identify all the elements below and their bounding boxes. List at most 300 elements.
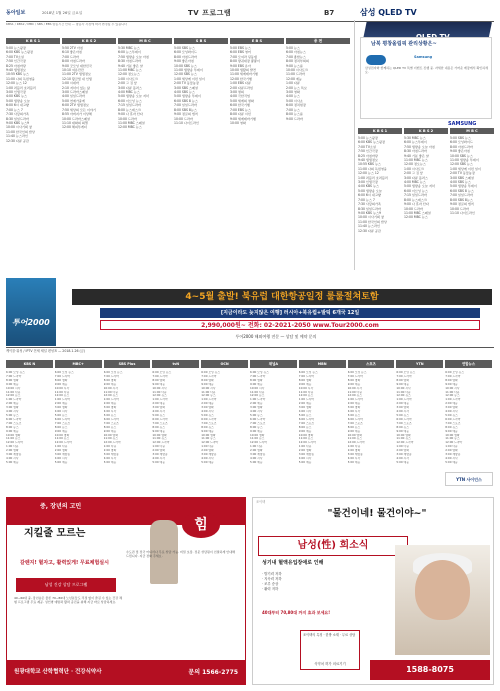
program-item: 8:00 아침드라마 xyxy=(174,54,197,59)
program-item: 7:00 스포츠 xyxy=(54,421,71,425)
program-item: 6:00 드라마 xyxy=(201,417,217,421)
program-item: 1:00 다큐 xyxy=(6,445,19,449)
program-item: 11:00 MBC 스페셜 xyxy=(404,210,431,215)
program-item: 2:00 예능 xyxy=(347,402,361,406)
program-item: 5:00 SBS 뉴스 xyxy=(450,136,471,140)
program-item: 11:00 뉴스 xyxy=(445,437,460,441)
program-item: 11:40 뉴스라인 xyxy=(6,134,28,139)
program-item: 4:00 MBC 뉴스 xyxy=(118,90,140,95)
program-item: 10:00 시사 xyxy=(54,386,70,390)
program-item: 8:00 뉴스 xyxy=(6,425,19,429)
sponsor-logo xyxy=(366,55,386,65)
program-item: 11:00 뉴스 xyxy=(54,437,70,441)
program-item: 6:00 모닝 뉴스 xyxy=(445,371,465,374)
program-list-extra-3 xyxy=(450,136,494,270)
program-list-jong xyxy=(286,46,350,272)
program-list-kbs2 xyxy=(62,46,116,272)
program-item: 8:30 아침드라마 xyxy=(118,59,141,64)
program-item: 1:00 다큐 xyxy=(286,81,300,86)
program-item: 5:00 뉴스 xyxy=(286,46,300,50)
program-item: 9:00 KBS 뉴스9 xyxy=(6,120,29,125)
program-item: 8:00 영화 xyxy=(445,378,458,382)
list-item: · 발기력 저하 xyxy=(262,572,282,576)
program-item: 8:00 SBS 8뉴스 xyxy=(450,197,473,202)
newspaper-name: 동아일보 xyxy=(6,10,26,16)
program-item: 10:00 시사 xyxy=(347,386,362,390)
program-item: 7:00 스포츠 xyxy=(201,421,217,425)
program-item: 3:00 영화 xyxy=(103,406,117,410)
program-item: 6:00 EBS 영어 xyxy=(230,50,251,55)
program-item: 7:00 스포츠 xyxy=(152,421,168,425)
program-item: 12:00 MBC 뉴스 xyxy=(118,125,142,130)
program-item: 7:00 스포츠 xyxy=(396,421,412,425)
program-item: 8:00 뉴스 xyxy=(250,425,263,429)
program-item: 7:00 TV소설 xyxy=(358,144,376,149)
program-item: 12:30 다큐 공감 xyxy=(6,138,29,143)
program-item: 2:00 뉴스 특보 xyxy=(286,85,307,90)
program-item: 11:00 다큐 xyxy=(201,390,216,394)
header-brand: 삼성 QLED TV xyxy=(360,8,417,17)
program-item: 6:00 드라마 xyxy=(347,417,363,421)
samsung-logo: SAMSUNG xyxy=(448,121,477,127)
program-item: 12:00 예능 xyxy=(286,76,302,81)
program-item: 2:00 TV 동물농장 xyxy=(174,81,199,86)
program-item: 10:00 드라마 xyxy=(174,116,193,121)
program-item: 2:00 영화 xyxy=(347,449,361,453)
program-item: 5:00 뉴스 xyxy=(396,413,409,417)
program-item: 4:00 SBS 뉴스 xyxy=(450,180,471,185)
program-item: 5:00 생방송 오늘 xyxy=(6,98,30,103)
advertiser-name: 조이텍 xyxy=(256,500,266,504)
program-item: 5:00 뉴스 xyxy=(250,413,263,417)
program-item: 9:00 예능 xyxy=(103,429,117,433)
program-item: 3:00 영화 xyxy=(6,406,19,410)
program-item: 2:00 예능 xyxy=(152,402,165,406)
program-item: 2:00 영화 xyxy=(103,449,117,453)
program-item: 5:00 예능 xyxy=(152,460,165,464)
program-item: 4:00 시사 xyxy=(445,456,458,460)
program-item: 4:00 시사 xyxy=(6,456,19,460)
program-item: 12:00 드라마 xyxy=(6,441,24,445)
schedule-note: KBS1 / KBS2 / MBC / SBS / EBS 방송시간 안내 — 방송사 사정에 따라 변경될 수 있습니다 xyxy=(6,23,127,26)
program-item: 2:00 예능 xyxy=(54,402,68,406)
program-item: 9:00 좋은아침 xyxy=(450,149,470,154)
program-item: 2:00 영화 xyxy=(250,449,263,453)
program-item: 10:00 SBS 뉴스 xyxy=(450,153,473,158)
program-item: 5:30 MBC 뉴스 xyxy=(118,46,140,50)
program-item: 8:00 아침드라마 xyxy=(62,59,85,64)
program-item: 12:00 뉴스 xyxy=(6,394,21,398)
cable-program-list xyxy=(396,371,443,491)
program-item: 8:25 아침마당 xyxy=(6,63,26,68)
program-item: 3:00 영화 xyxy=(286,90,300,95)
program-item: 1:00 드라마 xyxy=(445,398,461,402)
cable-section-title: 케이블·위성 / IPTV 전체 채널 편성표 — 2018.1.26 (금) xyxy=(6,349,86,353)
program-item: 7:00 드라마 xyxy=(152,374,168,378)
program-item: 9:00 예능 xyxy=(152,382,165,386)
program-item: 10:00 시사 xyxy=(201,386,216,390)
program-item: 6:00 한국기행 xyxy=(230,103,250,108)
program-item: 9:00 정글의 법칙 xyxy=(174,112,198,117)
program-item: 10:00 영화 xyxy=(230,120,246,125)
program-item: 9:40 생생정보 xyxy=(358,158,378,163)
program-item: 5:00 예능 xyxy=(298,460,312,464)
program-item: 1:00 러블리 호러블리 xyxy=(6,85,36,90)
program-item: 1:00 드라마 xyxy=(298,398,315,402)
program-item: 11:00 MBC 스페셜 xyxy=(118,120,145,125)
program-item: 9:00 예능 xyxy=(201,382,214,386)
program-item: 8:00 뉴스 xyxy=(152,425,165,429)
program-item: 8:00 다큐 시선 xyxy=(230,112,251,117)
program-item: 6:00 6시 내고향 xyxy=(6,103,29,108)
program-item: 11:00 뉴스 xyxy=(347,437,362,441)
program-item: 3:00 재방송 xyxy=(152,453,168,457)
program-item: 6:00 모닝 뉴스 xyxy=(250,371,269,374)
program-item: 1:00 세상에 이런 일이 xyxy=(450,166,481,171)
program-item: 12:00 뉴스 12 xyxy=(358,171,379,176)
program-item: 12:00 드라마 xyxy=(103,441,121,445)
program-item: 7:00 모여라 딩동댕 xyxy=(230,54,257,59)
program-item: 4:00 뉴스 xyxy=(286,94,300,99)
program-item: 7:00 드라마 xyxy=(298,374,315,378)
program-item: 6:00 모닝 뉴스 xyxy=(6,371,25,374)
program-item: 6:00 이브닝 뉴스 xyxy=(404,188,428,193)
program-item: 8:00 방귀대장 뿡뿡이 xyxy=(230,59,260,64)
program-item: 11:00 다큐 xyxy=(152,390,167,394)
program-item: 11:00 뉴스 xyxy=(6,437,21,441)
program-item: 7:00 드라마 xyxy=(201,374,217,378)
program-item: 12:00 SBS 뉴스 xyxy=(174,72,197,77)
program-item: 3:00 다큐 플러스 xyxy=(404,175,428,180)
program-item: 1:00 다큐 xyxy=(445,445,458,449)
program-item: 5:00 생방송 오늘 저녁 xyxy=(118,94,149,99)
program-item: 3:00 영화 xyxy=(152,406,165,410)
program-item: 4:00 시사 xyxy=(103,456,117,460)
program-item: 5:00 세계의 명화 xyxy=(230,98,254,103)
program-list-extra-1 xyxy=(358,136,402,270)
program-item: 1:00 시네마 xyxy=(62,81,79,86)
program-list-kbs1 xyxy=(6,46,60,272)
program-item: 4:00 KBS 뉴스 xyxy=(358,184,379,189)
program-item: 7:50 생방송 오늘 아침 xyxy=(118,54,149,59)
program-item: 9:00 예능 xyxy=(6,429,19,433)
sponsor-logo-text: Samsung xyxy=(414,55,433,59)
program-item: 10:00 시사 xyxy=(298,386,314,390)
notice-text: 삼성전자와 함께하는 QLED TV 특별 이벤트 진행 중. 자세한 내용은 가까운 매장에서 확인하세요. xyxy=(365,66,489,75)
program-item: 7:50 생방송 오늘 아침 xyxy=(404,144,435,149)
program-item: 6:00 모닝 뉴스 xyxy=(347,371,367,374)
program-item: 4:00 시사 xyxy=(396,456,409,460)
program-item: 1:00 시사토크 xyxy=(118,76,138,81)
health-ad-body: 40~60대 중, 장년층은 물론 70~80대 노년분들도 걱정 없이 즐길 수 있는 건강 체험 프로그램 무료 제공. 성인병 예방과 활력 증진을 위해 지금 바로 상담하세요. xyxy=(14,596,123,605)
program-item: 11:00 뉴스 xyxy=(103,437,118,441)
program-item: 4:00 시사 xyxy=(347,410,361,414)
program-item: 7:00 드라마 xyxy=(54,374,71,378)
program-item: 7:00 일일드라마 xyxy=(174,103,197,108)
program-item: 1:00 드라마 xyxy=(250,398,266,402)
program-item: 2:00 영화 xyxy=(298,449,312,453)
program-item: 12:00 뉴스 xyxy=(396,394,411,398)
program-item: 5:00 생방송 투데이 xyxy=(450,184,477,189)
channel-header-extra-2: K B S 2 xyxy=(404,128,448,134)
program-item: 6:00 2TV 생생정보 xyxy=(62,103,89,108)
program-item: 1:00 드라마 xyxy=(152,398,168,402)
channel-header-kbs1: K B S 1 xyxy=(6,38,60,44)
program-item: 6:00 이브닝 뉴스 xyxy=(118,98,142,103)
tour-ad-image xyxy=(6,278,56,346)
program-item: 2:00 예능 xyxy=(445,402,458,406)
cable-program-list xyxy=(201,371,248,491)
program-item: 7:00 스포츠 xyxy=(103,421,119,425)
section-divider xyxy=(6,347,494,348)
program-item: 3:00 인생극장 xyxy=(358,180,378,185)
program-item: 12:00 뉴스 xyxy=(201,394,216,398)
program-item: 3:00 영화 xyxy=(347,406,361,410)
ad-phone-number[interactable]: 1588-8075 xyxy=(370,660,490,680)
program-item: 4:00 시사 xyxy=(250,410,263,414)
program-item: 12:00 뉴스 12 xyxy=(6,81,27,86)
tour-headline: 4~5월 출발! 북유럽 대한항공일정 룰룰절쳐토함 xyxy=(72,289,492,305)
program-item: 9:40 기분 좋은 날 xyxy=(118,63,143,68)
program-item: 6:00 드라마 xyxy=(250,417,266,421)
program-item: 6:00 드라마 xyxy=(6,417,22,421)
program-item: 3:00 SBS 스페셜 xyxy=(174,85,198,90)
program-item: 5:00 뉴스 xyxy=(103,413,117,417)
program-item: 11:00 다큐 xyxy=(54,390,70,394)
program-item: 11:10 대화의 희열 xyxy=(62,120,88,125)
program-item: 3:00 재방송 xyxy=(103,453,119,457)
program-item: 4:00 극한직업 xyxy=(230,94,250,99)
program-item: 5:00 뉴스 xyxy=(445,413,458,417)
program-item: 6:00 드라마 xyxy=(103,417,119,421)
ytn-logo: YTN 사이언스 xyxy=(445,472,493,486)
program-item: 6:00 모닝 뉴스 xyxy=(152,371,172,374)
program-list-ebs xyxy=(230,46,284,272)
program-item: 8:30 일일드라마 xyxy=(358,206,381,211)
program-item: 7:15 일일드라마 xyxy=(404,193,427,198)
program-item: 12:00 뉴스 xyxy=(445,394,460,398)
health-ad-program: 남성 건강 상담 프로그램 xyxy=(16,578,116,592)
program-item: 11:10 나이트라인 xyxy=(450,210,475,215)
program-item: 12:00 뉴스 xyxy=(250,394,265,398)
program-item: 4:00 시사 xyxy=(445,410,458,414)
program-item: 10:55 KBS 뉴스 xyxy=(6,72,29,77)
program-item: 11:00 뉴스 xyxy=(396,437,411,441)
program-item: 7:50 세상의 모든 이야기 xyxy=(62,107,96,112)
photo-face xyxy=(415,560,470,620)
program-item: 8:00 영화 xyxy=(298,378,312,382)
program-item: 10:00 영화 xyxy=(250,433,265,437)
program-item: 4:00 일일드라마 xyxy=(62,94,85,99)
program-item: 5:00 생방송 오늘 xyxy=(358,188,382,193)
program-item: 7:50 인간극장 xyxy=(6,59,26,64)
program-item: 3:00 재방송 xyxy=(396,453,412,457)
program-item: 8:00 뉴스 xyxy=(298,425,312,429)
program-item: 9:00 정글의 법칙 xyxy=(450,202,474,207)
program-item: 1:00 다큐 xyxy=(201,445,214,449)
program-item: 1:00 다큐 xyxy=(396,445,409,449)
program-item: 7:00 뉴스 7 xyxy=(358,197,375,202)
program-item: 3:00 재방송 xyxy=(347,453,363,457)
ad-feature-box: 조이텍의 특징 · 한방 소재 · 무료 상담 xyxy=(300,630,360,670)
program-item: 11:00 2TV 생생정보 xyxy=(62,72,91,77)
program-item: 7:00 일일드라마 xyxy=(450,193,473,198)
program-item: 7:00 스포츠 xyxy=(6,421,22,425)
health-ad-phone[interactable]: 문의 1566-2775 xyxy=(188,669,238,676)
program-item: 11:00 다큐 xyxy=(103,390,118,394)
program-item: 7:00 드라마 xyxy=(62,54,79,59)
program-item: 9:00 예능 xyxy=(396,429,409,433)
program-item: 7:00 뉴스 xyxy=(286,107,300,112)
program-item: 5:00 뉴스광장 xyxy=(6,46,26,50)
cable-program-list xyxy=(55,371,102,491)
program-item: 10:00 영화 xyxy=(396,433,411,437)
program-item: 7:00 스포츠 xyxy=(445,421,461,425)
program-item: 3:00 영화 xyxy=(54,406,68,410)
cable-channel-header: YTN xyxy=(396,360,443,368)
program-item: 5:00 예능 xyxy=(445,460,458,464)
channel-header-extra-3: M B C xyxy=(450,128,494,134)
program-item: 4:00 시사 xyxy=(298,410,312,414)
program-item: 4:00 시사 xyxy=(298,456,312,460)
program-item: 1:00 다큐 xyxy=(103,445,117,449)
program-item: 5:00 뉴스 xyxy=(54,413,68,417)
program-item: 9:00 굿모닝 대한민국 xyxy=(62,63,92,68)
program-item: 3:00 재방송 xyxy=(6,453,22,457)
program-item: 4:00 시사 xyxy=(152,410,165,414)
health-ad-sponsor: 원광대학교 산학협력단 · 건강식약사 xyxy=(14,669,102,675)
program-item: 9:00 예능 xyxy=(347,382,361,386)
program-item: 8:00 뉴스 xyxy=(54,425,68,429)
health-ad-title: 지킬줄 모르는 xyxy=(24,528,86,539)
program-item: 6:00 드라마 xyxy=(152,417,168,421)
program-item: 8:00 아침드라마 xyxy=(450,144,473,149)
program-item: 10:10 여유만만 xyxy=(62,68,84,73)
program-item: 12:00 뉴스 xyxy=(54,394,70,398)
program-item: 10:00 영화 xyxy=(201,433,216,437)
program-item: 6:00 KBS 뉴스광장 xyxy=(6,50,33,55)
program-item: 8:25 아침마당 xyxy=(358,153,378,158)
program-item: 5:00 예능 xyxy=(250,460,263,464)
program-item: 5:00 예능 xyxy=(103,460,117,464)
program-item: 10:00 영화 xyxy=(54,433,70,437)
program-item: 10:00 영화 xyxy=(103,433,118,437)
program-item: 6:10 좋은아침 xyxy=(62,50,82,55)
program-item: 11:00 한국인의 밥상 xyxy=(6,129,35,134)
section-title: TV 프로그램 xyxy=(188,9,232,17)
program-item: 8:00 영화 xyxy=(152,378,165,382)
program-item: 5:00 연예가중계 xyxy=(62,98,85,103)
program-list-mbc xyxy=(118,46,172,272)
program-item: 9:00 좋은아침 xyxy=(174,59,194,64)
ad-quote: "물건이네! 물건이야~" xyxy=(327,508,427,519)
program-item: 7:30 사랑의가족 xyxy=(6,112,29,117)
program-item: 5:00 EBS 뉴스 xyxy=(230,46,251,50)
program-item: 4:00 SBS 뉴스 xyxy=(174,90,195,95)
program-item: 11:00 다큐 xyxy=(347,390,362,394)
program-item: 9:00 EBS 유아 xyxy=(230,63,251,68)
program-item: 12:00 뉴스 xyxy=(152,394,167,398)
program-item: 2:00 예능 xyxy=(6,402,19,406)
program-item: 10:00 시사 xyxy=(152,386,167,390)
program-item: 10:00 영화 xyxy=(298,433,314,437)
program-item: 5:00 예능 xyxy=(201,460,214,464)
program-item: 12:00 드라마 xyxy=(250,441,268,445)
program-item: 7:30 사랑의가족 xyxy=(358,202,381,207)
program-item: 6:00 KBS 뉴스광장 xyxy=(358,140,385,145)
cable-channel-header: 연합뉴스 xyxy=(445,360,492,368)
program-item: 9:00 예능 xyxy=(54,429,68,433)
program-item: 2:10 저녁이 있는 삶 xyxy=(62,85,90,90)
page-header xyxy=(6,8,494,20)
program-item: 4:00 시사 xyxy=(201,410,214,414)
program-item: 10:00 영화 xyxy=(445,433,460,437)
channel-header-extra-1: K B S 1 xyxy=(358,128,402,134)
tour-price-contact[interactable]: 2,990,000원~ 전화: 02-2021-2050 www.Tour2000.com xyxy=(100,320,480,330)
program-item: 11:00 생방송 투데이 xyxy=(174,68,203,73)
program-item: 1:00 드라마 xyxy=(201,398,217,402)
program-item: 3:00 재방송 xyxy=(298,453,315,457)
program-item: 11:00 뉴스 xyxy=(250,437,265,441)
program-item: 12:30 다큐 공감 xyxy=(358,228,381,233)
program-item: 2:00 예능 xyxy=(201,402,214,406)
program-item: 7:00 드라마 xyxy=(103,374,119,378)
program-item: 9:00 세계테마기행 xyxy=(230,116,256,121)
program-item: 1:00 시사토크 xyxy=(404,166,424,171)
program-item: 7:15 일일드라마 xyxy=(118,103,141,108)
program-item: 1:00 다큐 xyxy=(250,445,263,449)
program-item: 12:00 드라마 xyxy=(298,441,316,445)
ad-approval-badge: 식약처 허가 의료기기 xyxy=(314,662,346,666)
program-item: 6:00 모닝 뉴스 xyxy=(54,371,74,374)
program-item: 3:00 영화 xyxy=(298,406,312,410)
program-item: 8:30 일일드라마 xyxy=(6,116,29,121)
program-item: 2:00 영화 xyxy=(6,449,19,453)
program-item: 7:00 드라마 xyxy=(250,374,266,378)
program-item: 7:00 드라마 xyxy=(396,374,412,378)
program-item: 5:00 예능 xyxy=(396,460,409,464)
program-item: 5:00 뉴스 xyxy=(298,413,312,417)
channel-header-mbc: M B C xyxy=(118,38,172,44)
program-item: 3:00 재방송 xyxy=(250,453,266,457)
program-item: 11:00 뉴스 xyxy=(298,437,314,441)
program-item: 12:00 한국기행 xyxy=(230,76,252,81)
program-item: 10:00 영화 xyxy=(347,433,362,437)
program-item: 9:00 뉴스룸 xyxy=(286,63,303,68)
program-item: 6:00 드라마 xyxy=(298,417,315,421)
program-item: 10:00 시사 xyxy=(396,386,411,390)
program-item: 11:00 다큐 xyxy=(445,390,460,394)
notice-title: 남북 평창올림픽 관리상황은~ xyxy=(371,41,437,47)
program-item: 11:40 뉴스라인 xyxy=(358,224,380,229)
program-item: 12:00 해피투게더 xyxy=(62,125,87,130)
health-ad-body-2: 수도권 및 전국 어디서나 무료 상담 가능. 비밀 보장. 전문 상담원이 친절하게 안내해 드립니다. 지금 전화 주세요. xyxy=(126,550,235,559)
program-item: 9:00 나 혼자 산다 xyxy=(404,202,429,207)
cable-program-list xyxy=(6,371,53,491)
program-item: 10:00 시사 xyxy=(250,386,265,390)
cable-program-list xyxy=(152,371,199,491)
program-item: 11:00 뉴스 xyxy=(152,437,167,441)
program-item: 11:00 MBC 뉴스 xyxy=(118,68,142,73)
program-item: 12:00 SBS 뉴스 xyxy=(450,162,473,167)
program-item: 10:00 영화 xyxy=(152,433,167,437)
program-item: 8:00 뉴스 xyxy=(396,425,409,429)
program-item: 10:00 시사 xyxy=(6,386,21,390)
program-item: 9:40 생생정보 xyxy=(6,68,26,73)
program-item: 5:00 예능 xyxy=(54,460,68,464)
program-item: 7:00 드라마 xyxy=(6,374,22,378)
program-item: 8:00 뉴스데스크 xyxy=(118,107,141,112)
